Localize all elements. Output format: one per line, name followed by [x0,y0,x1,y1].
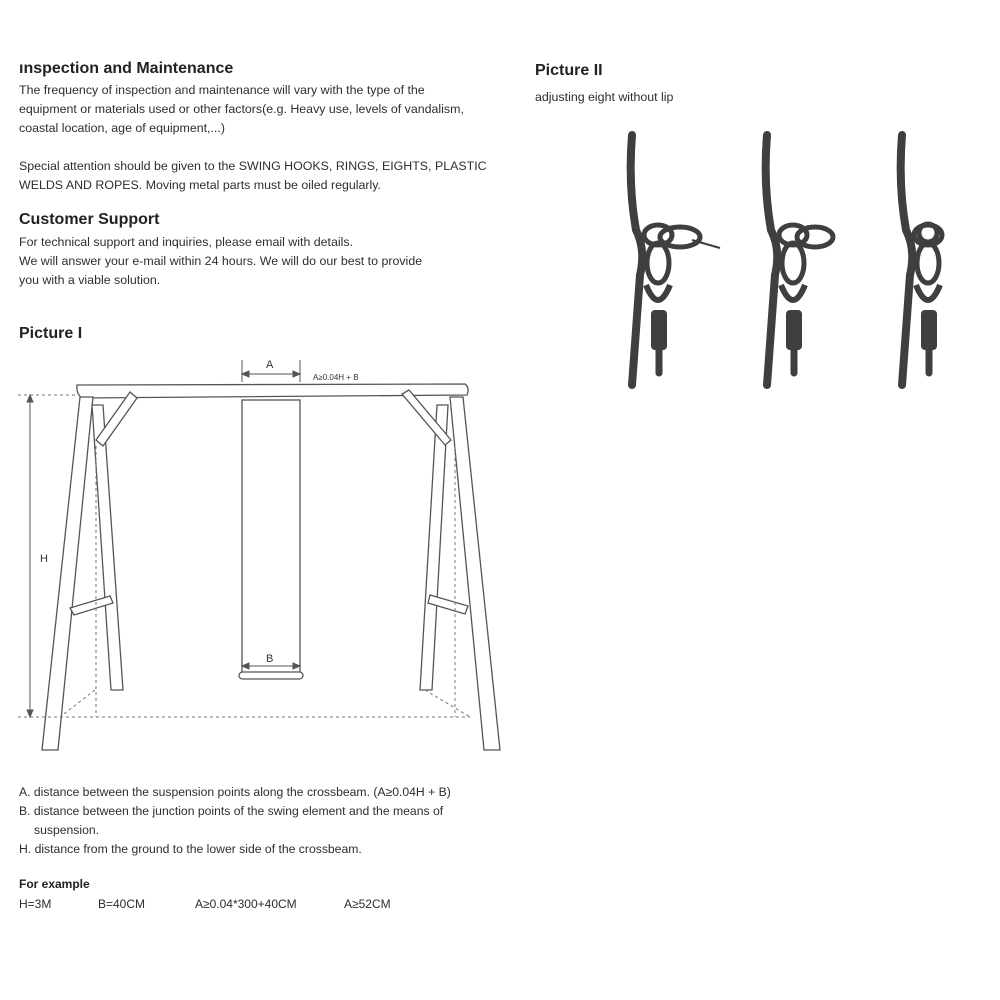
dimension-legend [19,783,451,859]
support-line-2: We will answer your e-mail within 24 hours. We will do our best to provide [19,254,423,268]
right-back-leg [420,405,448,690]
right-front-leg [450,397,500,750]
swing-rope-area [242,400,300,673]
dimension-label-b: B [266,653,274,665]
legend-a: A. distance between the suspension points along the crossbeam. (A≥0.04H + B) [19,785,451,799]
inspection-line-3: coastal location, age of equipment,...) [19,121,225,135]
example-result: A≥52CM [344,897,391,911]
picture1-heading: Picture I [19,325,83,342]
dimension-label-h: H [40,553,48,565]
swing-frame-diagram [0,350,520,760]
inspection-heading: ınspection and Maintenance [19,60,234,77]
inspection-paragraph [19,81,464,138]
example-heading: For example [19,877,90,891]
support-line-3: you with a viable solution. [19,273,161,287]
legend-b: B. distance between the junction points of the swing element and the means of [19,804,444,818]
dimension-label-a: A [266,359,274,371]
swing-seat [239,672,303,679]
dimension-formula-label: A≥0.04H + B [313,373,359,382]
eight-adjustment-illustration [610,125,990,395]
support-line-1: For technical support and inquiries, please email with details. [19,235,354,249]
left-front-leg [42,397,93,750]
support-heading: Customer Support [19,211,160,228]
example-calc: A≥0.04*300+40CM [195,897,297,911]
eight-step-1 [631,135,720,385]
inspection-line-2: equipment or materials used or other factors(e.g. Heavy use, levels of vandalism, [19,102,464,116]
eight-step-3 [901,135,942,385]
attention-paragraph [19,157,487,195]
support-paragraph [19,233,422,290]
picture2-subtitle: adjusting eight without lip [535,90,674,104]
eight-step-2 [766,135,833,385]
attention-line-1: Special attention should be given to the SWING HOOKS, RINGS, EIGHTS, PLASTIC [19,159,487,173]
legend-h: H. distance from the ground to the lower side of the crossbeam. [19,842,362,856]
picture2-heading: Picture II [535,62,603,79]
attention-line-2: WELDS AND ROPES. Moving metal parts must be oiled regularly. [19,178,381,192]
example-b: B=40CM [98,897,146,911]
legend-b-continued: suspension. [34,823,100,837]
inspection-line-1: The frequency of inspection and maintenance will vary with the type of the [19,83,425,97]
left-back-leg [92,405,123,690]
example-h: H=3M [19,897,52,911]
